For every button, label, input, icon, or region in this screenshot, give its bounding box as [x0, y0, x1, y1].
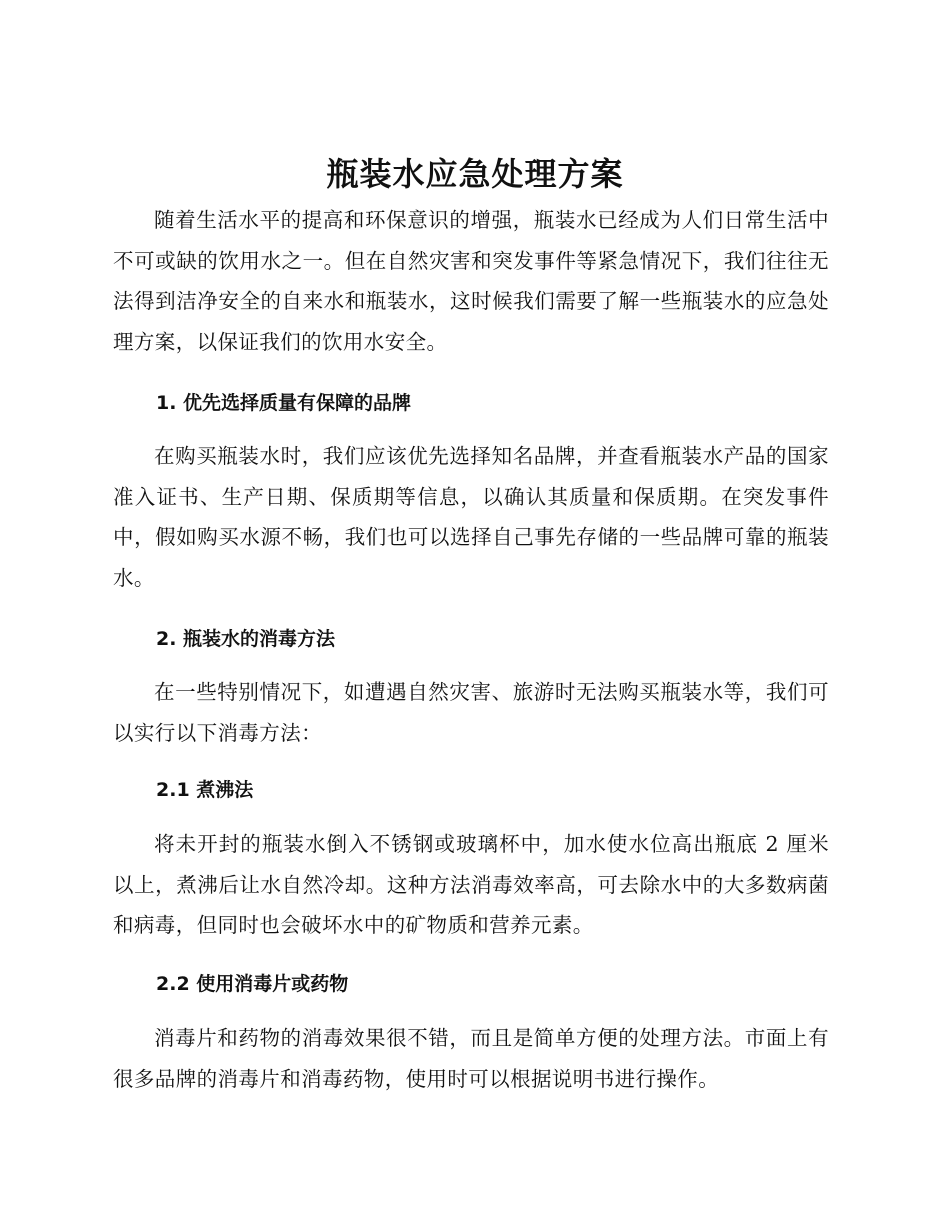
section-body-tablets: 消毒片和药物的消毒效果很不错，而且是简单方便的处理方法。市面上有很多品牌的消毒片和消毒药物，使用时可以根据说明书进行操作。 — [113, 1026, 829, 1091]
document-title: 瓶装水应急处理方案 — [326, 155, 624, 193]
section-body-disinfection: 在一些特别情况下，如遭遇自然灾害、旅游时无法购买瓶装水等，我们可以实行以下消毒方法： — [113, 680, 829, 745]
section-heading-tablets: 2.2 使用消毒片或药物 — [156, 973, 349, 995]
section-body-boiling: 将未开封的瓶装水倒入不锈钢或玻璃杯中，加水使水位高出瓶底 2 厘米以上，煮沸后让水自然冷却。这种方法消毒效率高，可去除水中的大多数病菌和病毒，但同时也会破坏水中的矿物质和营养元素。 — [113, 832, 829, 937]
section-body-quality-brand: 在购买瓶装水时，我们应该优先选择知名品牌，并查看瓶装水产品的国家准入证书、生产日期、保质期等信息，以确认其质量和保质期。在突发事件中，假如购买水源不畅，我们也可以选择自己事先存储的一些品牌可靠的瓶装水。 — [113, 444, 829, 590]
intro-paragraph: 随着生活水平的提高和环保意识的增强，瓶装水已经成为人们日常生活中不可或缺的饮用水之一。但在自然灾害和突发事件等紧急情况下，我们往往无法得到洁净安全的自来水和瓶装水，这时候我们需要了解一些瓶装水的应急处理方案，以保证我们的饮用水安全。 — [113, 208, 829, 354]
section-heading-disinfection: 2. 瓶装水的消毒方法 — [156, 628, 336, 650]
section-heading-quality-brand: 1. 优先选择质量有保障的品牌 — [156, 392, 412, 414]
section-heading-boiling: 2.1 煮沸法 — [156, 779, 254, 801]
